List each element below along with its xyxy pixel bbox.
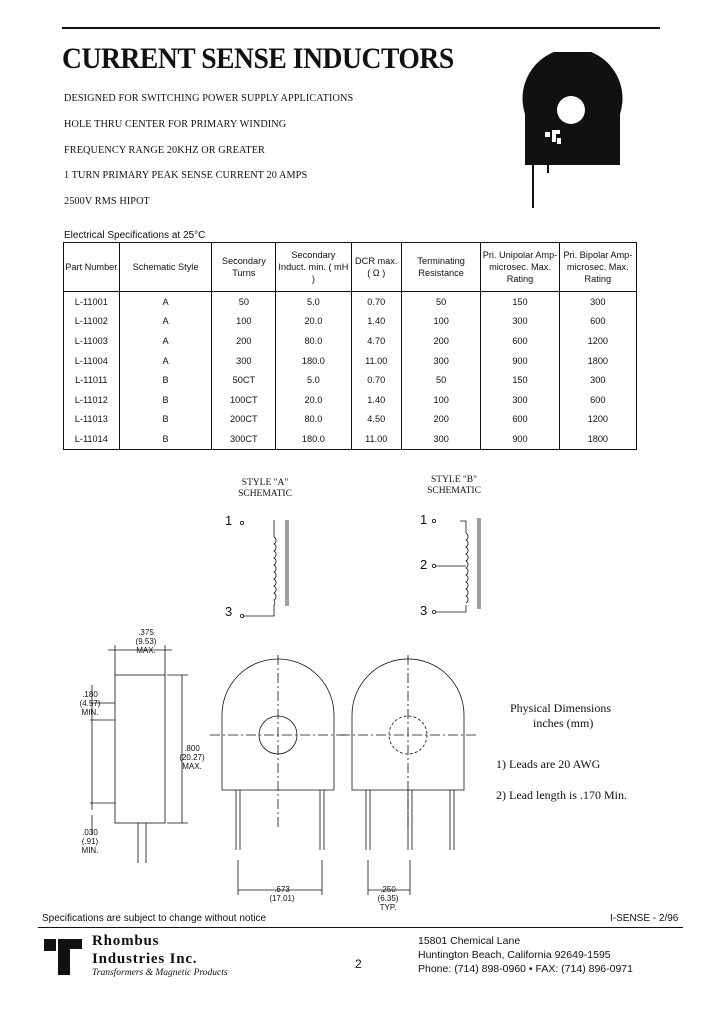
cell: 0.70 — [351, 370, 401, 390]
cell: 1200 — [559, 331, 636, 351]
cell: L-11004 — [64, 351, 120, 371]
style-b-pin-1: 1 — [420, 512, 428, 527]
cell: 50 — [401, 292, 480, 312]
page-number: 2 — [355, 957, 362, 971]
cell: 300 — [401, 429, 480, 449]
cell: L-11002 — [64, 312, 120, 332]
dim-length — [262, 885, 302, 903]
footer-rule — [38, 927, 683, 928]
dim-pitch-value: .250 — [380, 885, 396, 894]
cell: A — [119, 351, 212, 371]
product-photo — [515, 52, 625, 212]
style-a-title: STYLE "A" — [241, 478, 289, 488]
doc-code: I-SENSE - 2/96 — [610, 913, 679, 924]
dim-offset-value: .180 — [82, 690, 98, 699]
feature-5: 2500V RMS HIPOT — [64, 195, 150, 207]
cell: 100 — [212, 312, 276, 332]
style-b-pin-3: 3 — [420, 603, 428, 618]
style-b-subtitle: SCHEMATIC — [427, 486, 481, 496]
cell: 600 — [481, 410, 559, 430]
cell: 300CT — [212, 429, 276, 449]
col-header: Pri. Bipolar Amp-microsec. Max. Rating — [559, 243, 636, 292]
company-name-line1: Rhombus — [92, 933, 160, 949]
physical-units: inches (mm) — [533, 716, 594, 730]
col-header: Schematic Style — [119, 243, 212, 292]
cell: 200 — [212, 331, 276, 351]
company-name-line2: Industries Inc. — [92, 951, 198, 967]
dim-width-tag: MAX. — [136, 646, 156, 655]
style-b-title: STYLE "B" — [430, 475, 478, 485]
dim-lead-mm: (.91) — [81, 837, 99, 846]
disclaimer: Specifications are subject to change without notice — [42, 913, 267, 924]
feature-1: DESIGNED FOR SWITCHING POWER SUPPLY APPLICATIONS — [64, 92, 354, 104]
dim-pitch-mm: (6.35) — [377, 894, 399, 903]
dim-offset-tag: MIN. — [81, 708, 99, 717]
cell: B — [119, 370, 212, 390]
style-a-pin-3: 3 — [225, 604, 233, 619]
style-a-coil-diagram — [236, 515, 296, 620]
cell: 150 — [481, 370, 559, 390]
cell: 600 — [559, 390, 636, 410]
style-b-pin-2: 2 — [420, 557, 428, 572]
col-header: Terminating Resistance — [401, 243, 480, 292]
physical-title: Physical Dimensions — [510, 701, 611, 715]
cell: 50 — [401, 370, 480, 390]
cell: 300 — [481, 312, 559, 332]
physical-note-2: 2) Lead length is .170 Min. — [496, 788, 627, 802]
dim-lead — [72, 828, 108, 855]
cell: 20.0 — [276, 312, 351, 332]
cell: L-11003 — [64, 331, 120, 351]
cell: 900 — [481, 429, 559, 449]
cell: 1.40 — [351, 390, 401, 410]
company-logo — [42, 935, 86, 979]
dim-height-tag: MAX. — [182, 762, 202, 771]
company-tagline: Transformers & Magnetic Products — [92, 968, 228, 978]
cell: 20.0 — [276, 390, 351, 410]
dim-lead-value: .030 — [82, 828, 98, 837]
feature-4: 1 TURN PRIMARY PEAK SENSE CURRENT 20 AMPS — [64, 169, 308, 181]
address-line-1: 15801 Chemical Lane — [418, 935, 521, 947]
cell: 300 — [212, 351, 276, 371]
cell: 100 — [401, 390, 480, 410]
dim-width — [124, 628, 168, 655]
cell: L-11011 — [64, 370, 120, 390]
table-row — [64, 312, 637, 332]
cell: L-11014 — [64, 429, 120, 449]
dim-lead-tag: MIN. — [81, 846, 99, 855]
cell: 180.0 — [276, 351, 351, 371]
style-a-subtitle: SCHEMATIC — [238, 489, 292, 499]
top-rule — [62, 27, 660, 29]
cell: 100 — [401, 312, 480, 332]
cell: 200 — [401, 331, 480, 351]
dim-width-mm: (9.53) — [135, 637, 157, 646]
dim-pitch-tag: TYP. — [379, 903, 397, 912]
phone-fax: Phone: (714) 898-0960 • FAX: (714) 896-0971 — [418, 963, 633, 975]
cell: 0.70 — [351, 292, 401, 312]
cell: 80.0 — [276, 331, 351, 351]
dim-height-value: .800 — [184, 744, 200, 753]
table-row — [64, 410, 637, 430]
dim-height-mm: (20.27) — [179, 753, 205, 762]
cell: L-11012 — [64, 390, 120, 410]
cell: 11.00 — [351, 351, 401, 371]
cell: 180.0 — [276, 429, 351, 449]
col-header: Secondary Induct. min. ( mH ) — [276, 243, 351, 292]
cell: B — [119, 410, 212, 430]
cell: 150 — [481, 292, 559, 312]
cell: 300 — [559, 292, 636, 312]
table-row — [64, 390, 637, 410]
cell: L-11001 — [64, 292, 120, 312]
style-a-caption — [225, 478, 305, 500]
dim-pitch — [368, 885, 408, 912]
cell: 200CT — [212, 410, 276, 430]
cell: 600 — [559, 312, 636, 332]
cell: 300 — [401, 351, 480, 371]
cell: 1.40 — [351, 312, 401, 332]
col-header: Part Number — [64, 243, 120, 292]
cell: 300 — [481, 390, 559, 410]
spec-caption: Electrical Specifications at 25°C — [64, 230, 206, 241]
cell: B — [119, 390, 212, 410]
cell: 600 — [481, 331, 559, 351]
table-row — [64, 351, 637, 371]
feature-2: HOLE THRU CENTER FOR PRIMARY WINDING — [64, 118, 287, 130]
cell: L-11013 — [64, 410, 120, 430]
physical-note-1: 1) Leads are 20 AWG — [496, 757, 601, 771]
col-header: DCR max. ( Ω ) — [351, 243, 401, 292]
feature-3: FREQUENCY RANGE 20KHZ OR GREATER — [64, 144, 265, 156]
cell: B — [119, 429, 212, 449]
style-b-coil-diagram — [430, 513, 500, 623]
cell: 50 — [212, 292, 276, 312]
cell: 4.50 — [351, 410, 401, 430]
table-row — [64, 292, 637, 312]
col-header: Secondary Turns — [212, 243, 276, 292]
cell: A — [119, 312, 212, 332]
spec-table — [63, 242, 637, 450]
dim-length-value: .673 — [274, 885, 290, 894]
style-b-caption — [414, 475, 494, 497]
table-row — [64, 370, 637, 390]
cell: 1800 — [559, 429, 636, 449]
style-a-pin-1: 1 — [225, 513, 233, 528]
address-line-2: Huntington Beach, California 92649-1595 — [418, 949, 611, 961]
cell: A — [119, 292, 212, 312]
cell: 5.0 — [276, 292, 351, 312]
cell: 200 — [401, 410, 480, 430]
dim-length-mm: (17.01) — [269, 894, 295, 903]
cell: 80.0 — [276, 410, 351, 430]
dim-offset — [72, 690, 108, 717]
cell: 50CT — [212, 370, 276, 390]
table-row — [64, 331, 637, 351]
cell: 5.0 — [276, 370, 351, 390]
dim-height — [174, 744, 210, 771]
cell: 100CT — [212, 390, 276, 410]
col-header: Pri. Unipolar Amp-microsec. Max. Rating — [481, 243, 559, 292]
cell: 900 — [481, 351, 559, 371]
dim-width-value: .375 — [138, 628, 154, 637]
cell: 11.00 — [351, 429, 401, 449]
cell: 4.70 — [351, 331, 401, 351]
cell: 300 — [559, 370, 636, 390]
page-title: CURRENT SENSE INDUCTORS — [62, 42, 454, 75]
table-row — [64, 429, 637, 449]
mechanical-drawing — [70, 625, 480, 905]
cell: A — [119, 331, 212, 351]
cell: 1200 — [559, 410, 636, 430]
cell: 1800 — [559, 351, 636, 371]
dim-offset-mm: (4.57) — [79, 699, 101, 708]
